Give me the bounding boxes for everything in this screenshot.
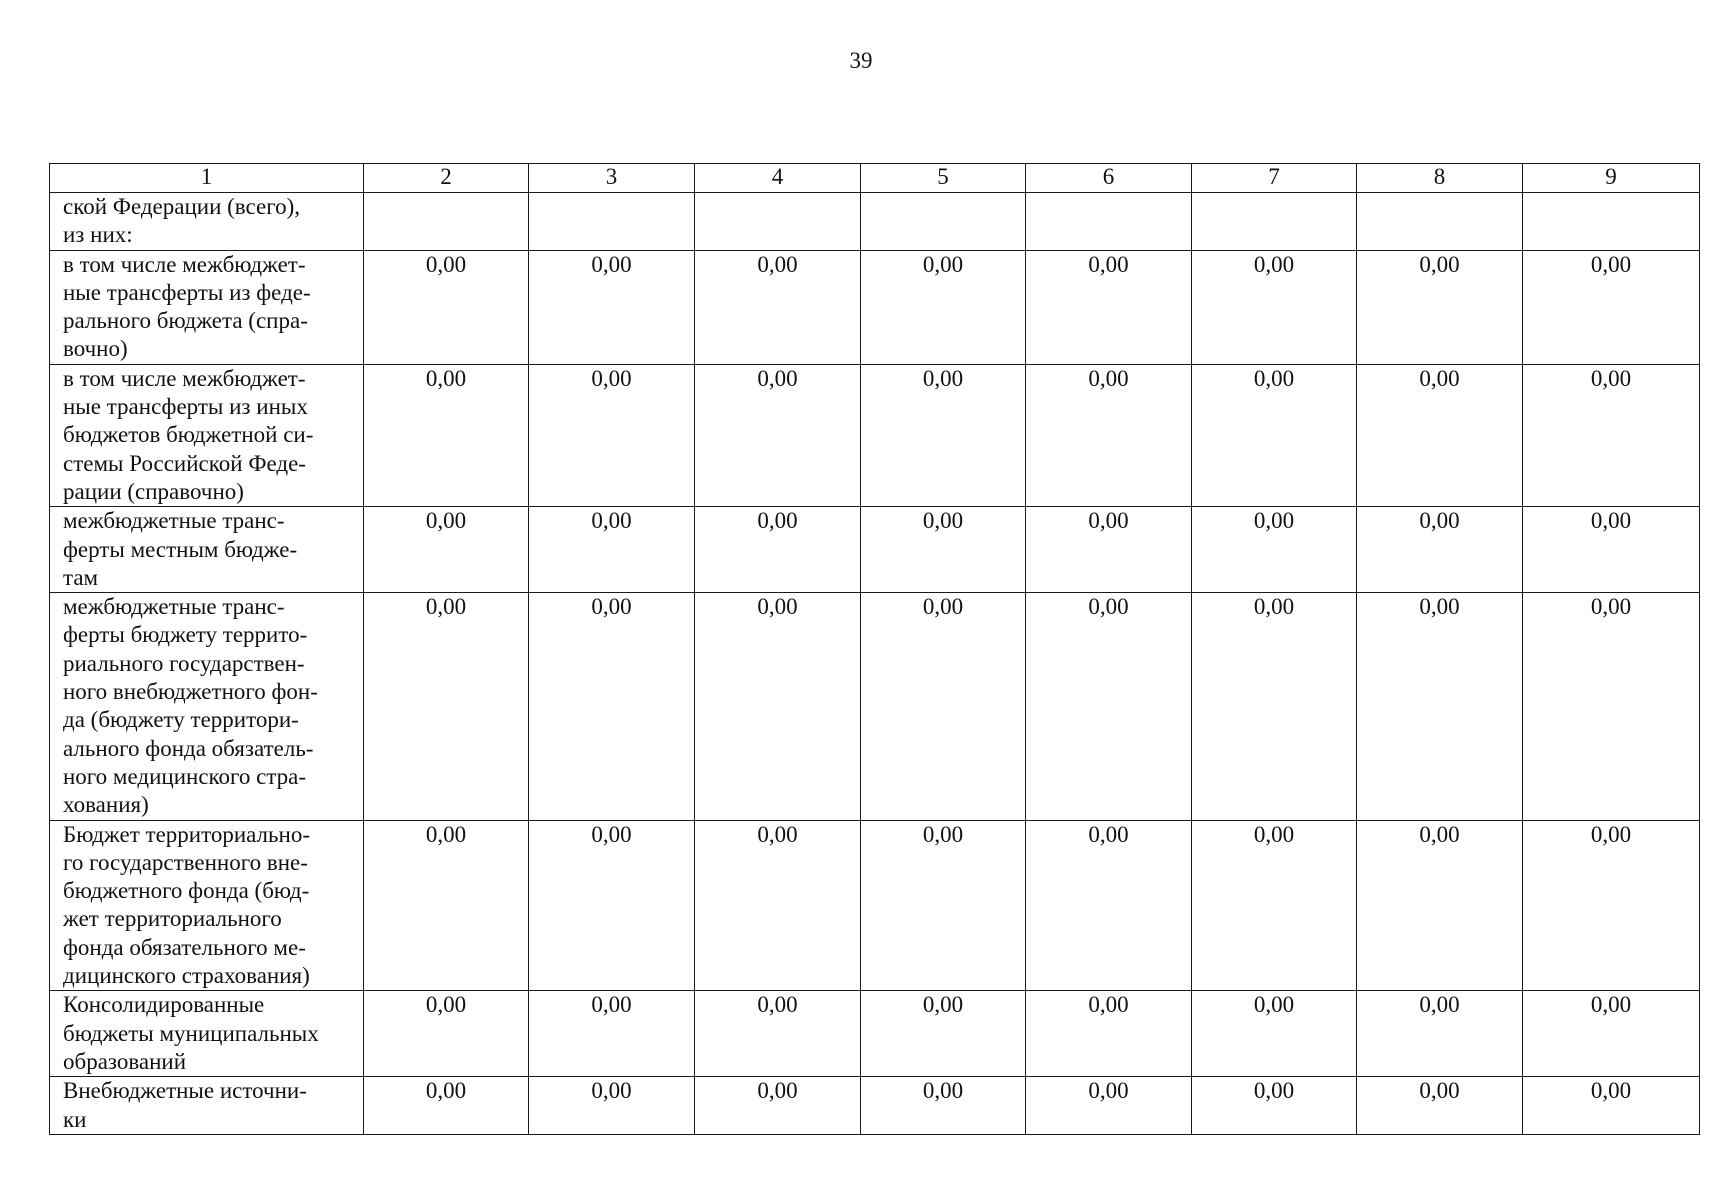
column-number-header: 8: [1357, 164, 1523, 193]
row-label-line: бюджетов бюджетной си-: [63, 422, 314, 448]
column-number-header: 2: [364, 164, 529, 193]
row-label-line: из них:: [63, 222, 133, 248]
value-cell: 0,00: [529, 364, 695, 506]
value-cell: 0,00: [1357, 364, 1523, 506]
value-cell: 0,00: [695, 364, 861, 506]
table-row: [50, 364, 1700, 506]
value-cell: [1192, 193, 1357, 251]
column-number-header: 4: [695, 164, 861, 193]
value-cell: 0,00: [1026, 250, 1192, 364]
value-cell: 0,00: [1357, 507, 1523, 593]
value-cell: 0,00: [529, 250, 695, 364]
value-cell: 0,00: [364, 1077, 529, 1135]
column-number-header: 6: [1026, 164, 1192, 193]
value-cell: 0,00: [1357, 1077, 1523, 1135]
value-cell: 0,00: [1026, 507, 1192, 593]
row-label-line: ферты местным бюдже-: [63, 536, 298, 562]
value-cell: 0,00: [529, 507, 695, 593]
value-cell: 0,00: [1026, 820, 1192, 991]
value-cell: 0,00: [861, 1077, 1026, 1135]
row-label-line: ки: [63, 1106, 87, 1132]
value-cell: 0,00: [695, 507, 861, 593]
value-cell: 0,00: [1357, 593, 1523, 820]
column-number-header: 7: [1192, 164, 1357, 193]
row-label-line: образований: [63, 1048, 187, 1074]
row-label-line: рального бюджета (спра-: [63, 308, 308, 334]
row-label-line: ного медицинского стра-: [63, 763, 307, 789]
row-label-cell: [50, 364, 364, 506]
page-number: 39: [849, 48, 873, 73]
row-label-line: там: [63, 564, 99, 590]
value-cell: 0,00: [861, 593, 1026, 820]
row-label-line: в том числе межбюджет-: [63, 365, 306, 391]
table-row: [50, 820, 1700, 991]
value-cell: 0,00: [364, 507, 529, 593]
value-cell: 0,00: [1523, 507, 1700, 593]
row-label-cell: [50, 1077, 364, 1135]
row-label-line: го государственного вне-: [63, 849, 308, 875]
value-cell: 0,00: [1523, 364, 1700, 506]
value-cell: [1357, 193, 1523, 251]
table-body: [50, 193, 1700, 1135]
value-cell: 0,00: [529, 593, 695, 820]
column-number-header: 9: [1523, 164, 1700, 193]
value-cell: 0,00: [1192, 820, 1357, 991]
value-cell: 0,00: [1357, 820, 1523, 991]
row-label-cell: [50, 250, 364, 364]
value-cell: 0,00: [861, 364, 1026, 506]
row-label-line: бюджетного фонда (бюд-: [63, 878, 310, 904]
row-label-line: межбюджетные транс-: [63, 508, 285, 534]
row-label-line: жет территориального: [63, 906, 282, 932]
value-cell: 0,00: [364, 593, 529, 820]
row-label-line: рации (справочно): [63, 478, 244, 504]
column-number-row: [50, 164, 1700, 193]
value-cell: 0,00: [529, 1077, 695, 1135]
value-cell: [529, 193, 695, 251]
value-cell: 0,00: [364, 364, 529, 506]
row-label-line: ального фонда обязатель-: [63, 735, 314, 761]
value-cell: 0,00: [695, 593, 861, 820]
value-cell: 0,00: [1523, 593, 1700, 820]
value-cell: 0,00: [1523, 250, 1700, 364]
value-cell: 0,00: [1192, 507, 1357, 593]
row-label-line: Бюджет территориально-: [63, 821, 310, 847]
table-row: [50, 193, 1700, 251]
value-cell: 0,00: [1192, 991, 1357, 1077]
value-cell: 0,00: [529, 991, 695, 1077]
value-cell: [695, 193, 861, 251]
value-cell: 0,00: [861, 820, 1026, 991]
row-label-line: бюджеты муниципальных: [63, 1020, 319, 1046]
row-label-line: да (бюджету территори-: [63, 707, 299, 733]
row-label-line: Консолидированные: [63, 992, 265, 1018]
value-cell: 0,00: [861, 507, 1026, 593]
row-label-line: в том числе межбюджет-: [63, 251, 306, 277]
value-cell: 0,00: [1192, 364, 1357, 506]
value-cell: 0,00: [861, 250, 1026, 364]
value-cell: 0,00: [695, 820, 861, 991]
value-cell: 0,00: [364, 991, 529, 1077]
value-cell: 0,00: [1192, 250, 1357, 364]
row-label-cell: [50, 593, 364, 820]
value-cell: 0,00: [364, 820, 529, 991]
table-row: [50, 593, 1700, 820]
value-cell: 0,00: [1192, 593, 1357, 820]
column-number-header: 3: [529, 164, 695, 193]
row-label-line: вочно): [63, 336, 128, 362]
value-cell: 0,00: [695, 991, 861, 1077]
value-cell: [1523, 193, 1700, 251]
row-label-line: ской Федерации (всего),: [63, 194, 300, 219]
value-cell: 0,00: [1357, 250, 1523, 364]
row-label-line: ного внебюджетного фон-: [63, 679, 318, 705]
row-label-cell: [50, 991, 364, 1077]
value-cell: 0,00: [529, 820, 695, 991]
table-row: [50, 507, 1700, 593]
row-label-line: фонда обязательного ме-: [63, 934, 306, 960]
column-number-header: 1: [50, 164, 364, 193]
row-label-cell: [50, 507, 364, 593]
row-label-line: межбюджетные транс-: [63, 594, 285, 620]
budget-table: [49, 163, 1700, 1135]
value-cell: 0,00: [695, 250, 861, 364]
row-label-cell: [50, 193, 364, 251]
value-cell: 0,00: [1523, 820, 1700, 991]
row-label-line: риального государствен-: [63, 650, 305, 676]
value-cell: 0,00: [1523, 991, 1700, 1077]
column-number-header: 5: [861, 164, 1026, 193]
row-label-line: стемы Российской Феде-: [63, 450, 306, 476]
table-row: [50, 1077, 1700, 1135]
value-cell: 0,00: [1192, 1077, 1357, 1135]
row-label-cell: [50, 820, 364, 991]
table-row: [50, 991, 1700, 1077]
row-label-line: дицинского страхования): [63, 963, 310, 989]
value-cell: 0,00: [1026, 991, 1192, 1077]
value-cell: 0,00: [364, 250, 529, 364]
row-label-line: ферты бюджету террито-: [63, 622, 308, 648]
table-row: [50, 250, 1700, 364]
value-cell: 0,00: [1026, 593, 1192, 820]
value-cell: [364, 193, 529, 251]
row-label-line: Внебюджетные источни-: [63, 1078, 307, 1104]
value-cell: 0,00: [1026, 1077, 1192, 1135]
value-cell: 0,00: [861, 991, 1026, 1077]
value-cell: 0,00: [1523, 1077, 1700, 1135]
row-label-line: хования): [63, 792, 149, 818]
row-label-line: ные трансферты из феде-: [63, 279, 311, 305]
value-cell: 0,00: [1026, 364, 1192, 506]
value-cell: 0,00: [695, 1077, 861, 1135]
row-label-line: ные трансферты из иных: [63, 394, 308, 420]
value-cell: [861, 193, 1026, 251]
value-cell: [1026, 193, 1192, 251]
value-cell: 0,00: [1357, 991, 1523, 1077]
